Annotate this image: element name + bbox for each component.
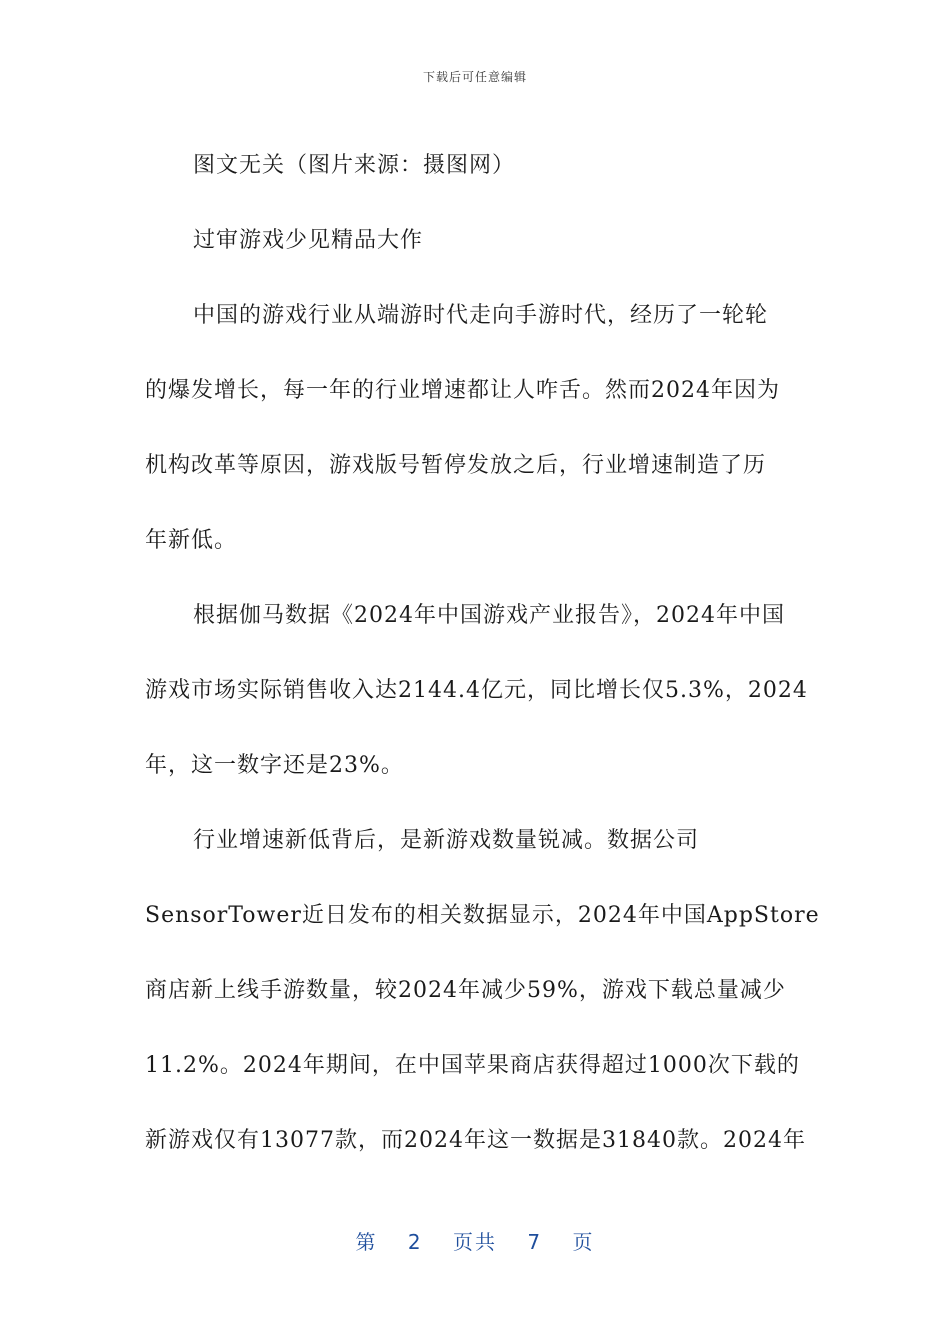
header-text: 下载后可任意编辑 — [422, 70, 527, 84]
paragraph-line: 11.2%。2024年期间，在中国苹果商店获得超过1000次下载的 — [145, 1053, 800, 1078]
footer-middle: 页共 — [453, 1230, 497, 1254]
paragraph-line: 的爆发增长，每一年的行业增速都让人咋舌。然而2024年因为 — [145, 378, 780, 403]
paragraph-line: 新游戏仅有13077款，而2024年这一数据是31840款。2024年 — [145, 1128, 806, 1153]
paragraph-line: 机构改革等原因，游戏版号暂停发放之后，行业增速制造了历 — [145, 453, 767, 478]
paragraph-line: 图文无关（图片来源：摄图网） — [193, 153, 516, 178]
paragraph-line: 过审游戏少见精品大作 — [193, 228, 424, 253]
paragraph-line: 商店新上线手游数量，较2024年减少59%，游戏下载总量减少 — [145, 978, 786, 1003]
paragraph-industry-history — [145, 278, 807, 578]
paragraph-line: 根据伽马数据《2024年中国游戏产业报告》，2024年中国 — [193, 603, 785, 628]
paragraph-new-games-decline — [145, 803, 820, 1178]
footer-total-pages: 7 — [527, 1230, 543, 1254]
page-footer — [0, 1226, 950, 1255]
page-header — [0, 68, 950, 85]
paragraph-caption — [145, 128, 807, 203]
paragraph-line: SensorTower近日发布的相关数据显示，2024年中国AppStore — [145, 903, 820, 928]
paragraph-line: 年新低。 — [145, 528, 238, 553]
paragraph-line: 行业增速新低背后，是新游戏数量锐减。数据公司 — [193, 828, 700, 853]
paragraph-market-report — [145, 578, 807, 803]
document-body — [145, 128, 820, 1178]
footer-prefix: 第 — [355, 1230, 378, 1254]
paragraph-line: 年，这一数字还是23%。 — [145, 753, 404, 778]
footer-current-page: 2 — [407, 1230, 423, 1254]
paragraph-subheading — [145, 203, 807, 278]
footer-suffix: 页 — [572, 1230, 595, 1254]
paragraph-line: 中国的游戏行业从端游时代走向手游时代，经历了一轮轮 — [193, 303, 769, 328]
paragraph-line: 游戏市场实际销售收入达2144.4亿元，同比增长仅5.3%，2024 — [145, 678, 808, 703]
